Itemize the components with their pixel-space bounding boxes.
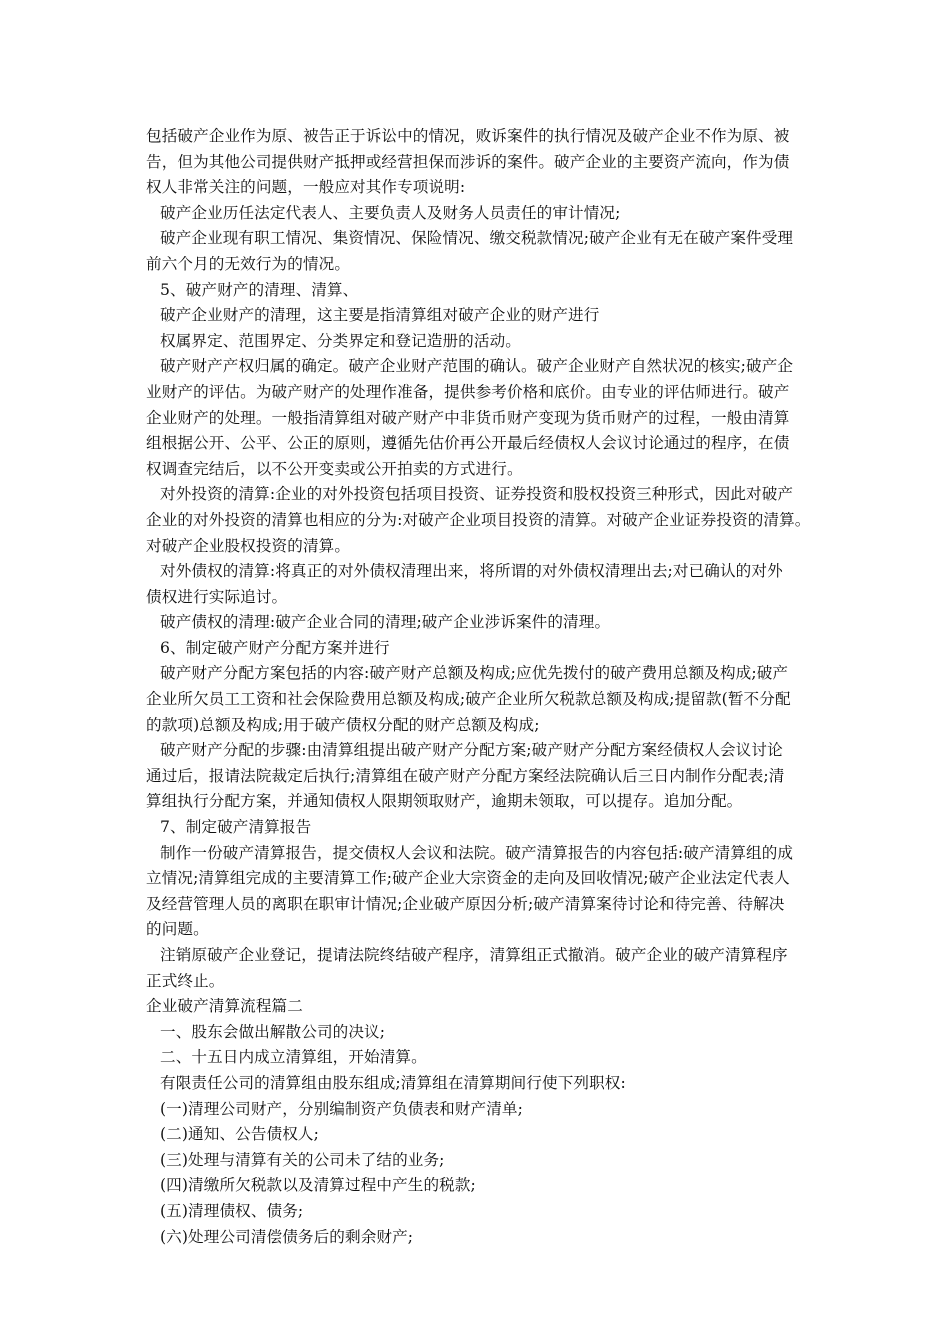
text-line: 前六个月的无效行为的情况。 xyxy=(146,254,351,273)
text-line: 破产企业财产的清理，这主要是指清算组对破产企业的财产进行 xyxy=(160,306,600,325)
text-line: 7、制定破产清算报告 xyxy=(160,818,312,837)
text-line: 破产企业现有职工情况、集资情况、保险情况、缴交税款情况;破产企业有无在破产案件受理 xyxy=(160,229,794,248)
text-line: 权人非常关注的问题，一般应对其作专项说明: xyxy=(146,178,466,197)
text-line: 通过后，报请法院裁定后执行;清算组在破产财产分配方案经法院确认后三日内制作分配表;清 xyxy=(146,766,785,785)
text-line: (一)清理公司财产，分别编制资产负债表和财产清单; xyxy=(160,1099,523,1118)
text-line: 算组执行分配方案，并通知债权人限期领取财产，逾期未领取，可以提存。追加分配。 xyxy=(146,792,743,811)
text-line: 破产债权的清理:破产企业合同的清理;破产企业涉诉案件的清理。 xyxy=(160,613,611,632)
text-line: (五)清理债权、债务; xyxy=(160,1201,304,1220)
text-line: (六)处理公司清偿债务后的剩余财产; xyxy=(160,1227,414,1246)
document-body xyxy=(146,124,846,1250)
text-line: 5、破产财产的清理、清算、 xyxy=(160,280,359,299)
text-line: 组根据公开、公平、公正的原则，遵循先估价再公开最后经债权人会议讨论通过的程序，在债 xyxy=(146,434,790,453)
text-line: 注销原破产企业登记，提请法院终结破产程序，清算组正式撤消。破产企业的破产清算程序 xyxy=(160,946,788,964)
text-line: 对破产企业股权投资的清算。 xyxy=(146,536,351,555)
text-line: 二、十五日内成立清算组，开始清算。 xyxy=(160,1048,427,1067)
text-line: 及经营管理人员的离职在职审计情况;企业破产原因分析;破产清算案待讨论和待完善、待解决 xyxy=(146,894,785,913)
text-line: 的款项)总额及构成;用于破产债权分配的财产总额及构成; xyxy=(146,715,540,734)
text-line: 立情况;清算组完成的主要清算工作;破产企业大宗资金的走向及回收情况;破产企业法定代表人 xyxy=(146,869,790,888)
text-line: 有限责任公司的清算组由股东组成;清算组在清算期间行使下列职权: xyxy=(160,1073,626,1092)
text-line: 的问题。 xyxy=(146,920,209,939)
text-line: 业财产的评估。为破产财产的处理作准备，提供参考价格和底价。由专业的评估师进行。破产 xyxy=(146,382,790,401)
text-line: 制作一份破产清算报告，提交债权人会议和法院。破产清算报告的内容包括:破产清算组的成 xyxy=(160,843,794,862)
text-line: 一、股东会做出解散公司的决议; xyxy=(160,1022,386,1041)
text-line: 权属界定、范围界定、分类界定和登记造册的活动。 xyxy=(160,331,521,350)
text-line: 权调查完结后，以不公开变卖或公开拍卖的方式进行。 xyxy=(146,459,523,478)
text-line: (四)清缴所欠税款以及清算过程中产生的税款; xyxy=(160,1176,476,1195)
text-line: 企业的对外投资的清算也相应的分为:对破产企业项目投资的清算。对破产企业证券投资的清算。 xyxy=(146,510,811,529)
text-line: 6、制定破产财产分配方案并进行 xyxy=(160,638,390,657)
text-line: 对外债权的清算:将真正的对外债权清理出来，将所谓的对外债权清理出去;对已确认的对外 xyxy=(160,562,783,581)
text-line: 正式终止。 xyxy=(146,971,225,990)
text-line: 企业财产的处理。一般指清算组对破产财产中非货币财产变现为货币财产的过程，一般由清算 xyxy=(146,408,790,427)
text-line: (三)处理与清算有关的公司未了结的业务; xyxy=(160,1150,445,1169)
text-line: 告，但为其他公司提供财产抵押或经营担保而涉诉的案件。破产企业的主要资产流向，作为债 xyxy=(146,152,790,171)
text-line: 企业破产清算流程篇二 xyxy=(146,997,303,1016)
text-line: 企业所欠员工工资和社会保险费用总额及构成;破产企业所欠税款总额及构成;提留款(暂不分配 xyxy=(146,690,791,709)
text-line: 债权进行实际追讨。 xyxy=(146,587,288,606)
text-line: (二)通知、公告债权人; xyxy=(160,1125,319,1144)
text-line: 破产财产分配的步骤:由清算组提出破产财产分配方案;破产财产分配方案经债权人会议讨论 xyxy=(160,741,783,760)
text-line: 破产财产产权归属的确定。破产企业财产范围的确认。破产企业财产自然状况的核实;破产企 xyxy=(160,357,794,376)
text-line: 包括破产企业作为原、被告正于诉讼中的情况，败诉案件的执行情况及破产企业不作为原、被 xyxy=(146,127,790,145)
text-line: 破产财产分配方案包括的内容:破产财产总额及构成;应优先拨付的破产费用总额及构成;破产 xyxy=(160,664,789,683)
text-line: 对外投资的清算:企业的对外投资包括项目投资、证券投资和股权投资三种形式，因此对破产 xyxy=(160,485,794,504)
text-line: 破产企业历任法定代表人、主要负责人及财务人员责任的审计情况; xyxy=(160,203,621,222)
